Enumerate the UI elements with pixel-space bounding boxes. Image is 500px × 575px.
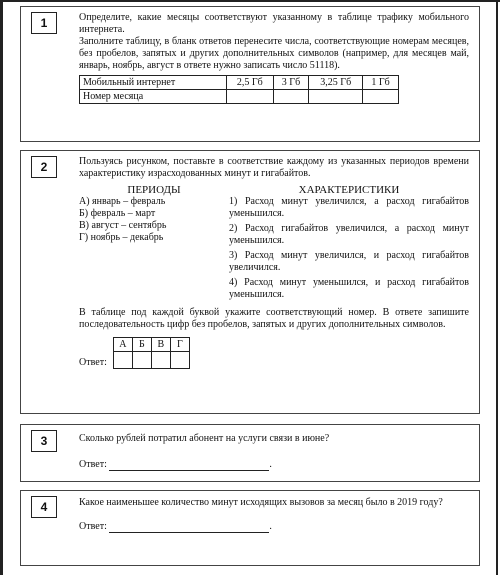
task-3 (20, 424, 480, 482)
month-input-cell[interactable] (273, 90, 309, 104)
task-4 (20, 490, 480, 566)
characteristic-item: 4) Расход минут уменьшился, и расход гигабайтов уменьшился. (229, 277, 469, 300)
answer-letter: А (113, 338, 132, 352)
task-number: 1 (31, 12, 57, 34)
characteristics-column (229, 184, 469, 301)
task-1-text (79, 12, 469, 104)
task-number: 4 (31, 496, 57, 518)
task-3-text (79, 433, 469, 471)
period-item: В) август – сентябрь (79, 220, 167, 231)
task-2-note: В таблице под каждой буквой укажите соответствующий номер. В ответе запишите последовательность цифр без пробелов, запятых и других дополнительных символов. (79, 307, 469, 330)
table-cell: 3 Гб (273, 76, 309, 90)
answer-input-cell[interactable] (170, 352, 189, 369)
answer-label: Ответ: (79, 521, 107, 532)
task-2 (20, 150, 480, 414)
answer-grid (113, 337, 190, 369)
characteristic-item: 1) Расход минут увеличился, а расход гигабайтов уменьшился. (229, 196, 469, 219)
answer-label: Ответ: (79, 357, 107, 368)
answer-input-cell[interactable] (151, 352, 170, 369)
table-row (80, 76, 399, 90)
table-row (80, 90, 399, 104)
task-1-details: Заполните таблицу, в бланк ответов перенесите числа, соответствующие номерам месяцев, без пробелов, запятых и других дополнительных символов (например, для месяцев май, январь, ноябрь, август в ответе нужно записать число 51118). (79, 36, 469, 71)
periods-column (79, 184, 229, 301)
task-1 (20, 6, 480, 142)
answer-end: . (269, 459, 272, 470)
task-number: 2 (31, 156, 57, 178)
characteristic-item: 2) Расход гигабайтов увеличился, а расход минут уменьшился. (229, 223, 469, 246)
answer-input[interactable] (109, 460, 269, 471)
task-3-question: Сколько рублей потратил абонент на услуги связи в июне? (79, 433, 330, 444)
page-border-right (496, 0, 498, 575)
periods-title: ПЕРИОДЫ (127, 184, 181, 196)
period-item: Г) ноябрь – декабрь (79, 232, 164, 243)
month-input-cell[interactable] (227, 90, 274, 104)
characteristics-title: ХАРАКТЕРИСТИКИ (298, 184, 400, 196)
answer-input-cell[interactable] (132, 352, 151, 369)
answer-end: . (269, 521, 272, 532)
task-number: 3 (31, 430, 57, 452)
task-4-text (79, 497, 469, 533)
characteristic-item: 3) Расход минут увеличился, и расход гигабайтов увеличился. (229, 250, 469, 273)
task-1-instruction: Определите, какие месяцы соответствуют указанному в таблице трафику мобильного интернета. (79, 12, 469, 35)
task-2-intro: Пользуясь рисунком, поставьте в соответствие каждому из указанных периодов времени характеристику израсходованных минут и гигабайтов. (79, 156, 469, 179)
answer-input[interactable] (109, 522, 269, 533)
table-row-label: Мобильный интернет (80, 76, 227, 90)
answer-letter: Г (170, 338, 189, 352)
page-border-top (0, 0, 500, 2)
month-input-cell[interactable] (309, 90, 363, 104)
page-border-left (0, 0, 3, 575)
period-item: Б) февраль – март (79, 208, 156, 219)
answer-label: Ответ: (79, 459, 107, 470)
table-row (113, 338, 189, 352)
table-cell: 3,25 Гб (309, 76, 363, 90)
table-row (113, 352, 189, 369)
period-item: А) январь – февраль (79, 196, 166, 207)
table-cell: 2,5 Гб (227, 76, 274, 90)
table-cell: 1 Гб (363, 76, 399, 90)
answer-letter: Б (132, 338, 151, 352)
answer-input-cell[interactable] (113, 352, 132, 369)
task-2-text (79, 156, 469, 369)
traffic-table (79, 75, 399, 104)
month-input-cell[interactable] (363, 90, 399, 104)
table-row-label: Номер месяца (80, 90, 227, 104)
answer-letter: В (151, 338, 170, 352)
task-4-question: Какое наименьшее количество минут исходящих вызовов за месяц было в 2019 году? (79, 497, 443, 508)
